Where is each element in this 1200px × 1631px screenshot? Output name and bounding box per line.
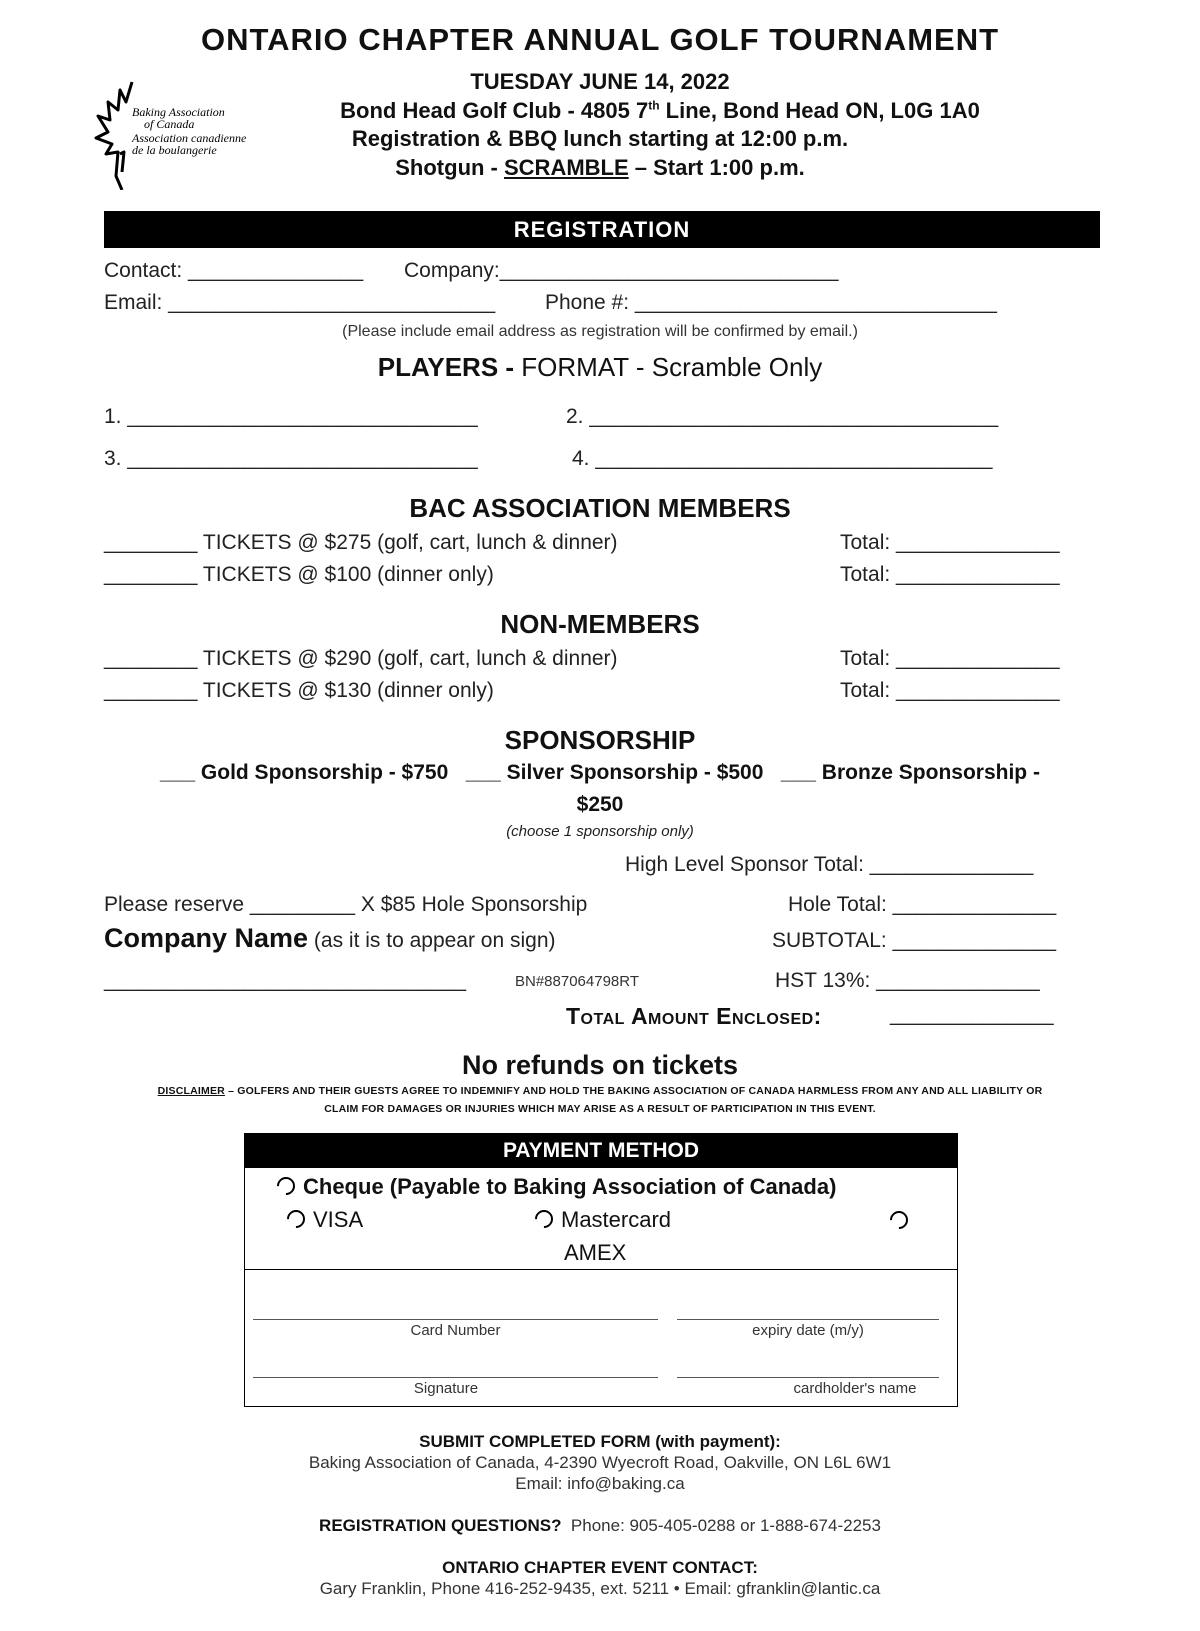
submit-heading: SUBMIT COMPLETED FORM (with payment): (419, 1432, 781, 1451)
disclaimer-line-1: DISCLAIMER – GOLFERS AND THEIR GUESTS AGREE TO INDEMNIFY AND HOLD THE BAKING ASSOCIATION OF CANADA HARMLESS FROM ANY AND ALL LIABILITY OR (157, 1085, 1043, 1097)
total-enclosed-field[interactable]: ______________ (890, 1003, 1054, 1026)
logo-line-2: of Canada (144, 117, 195, 131)
player-1-field[interactable]: 1. ______________________________ (104, 405, 478, 428)
business-number: BN#887064798RT (515, 973, 639, 990)
hole-total[interactable]: Hole Total: ______________ (788, 893, 1057, 916)
players-heading: PLAYERS - FORMAT - Scramble Only (377, 352, 823, 382)
sponsorship-note: (choose 1 sponsorship only) (506, 823, 694, 840)
subtotal[interactable]: SUBTOTAL: ______________ (772, 929, 1057, 952)
submit-address: Baking Association of Canada, 4-2390 Wyecroft Road, Oakville, ON L6L 6W1 (308, 1453, 892, 1472)
member-ticket-full-total[interactable]: Total: ______________ (840, 531, 1060, 554)
expiry-line[interactable] (677, 1319, 939, 1320)
cardholder-caption: cardholder's name (793, 1380, 917, 1397)
logo-line-1: Baking Association (132, 105, 225, 119)
player-2-field[interactable]: 2. ___________________________________ (566, 405, 999, 428)
member-ticket-full[interactable]: ________ TICKETS @ $275 (golf, cart, lunch & dinner) (104, 531, 618, 554)
registration-questions: REGISTRATION QUESTIONS? Phone: 905-405-0288 or 1-888-674-2253 (319, 1516, 881, 1535)
nonmember-ticket-dinner[interactable]: ________ TICKETS @ $130 (dinner only) (104, 679, 494, 702)
registration-time: Registration & BBQ lunch starting at 12:00 p.m. (351, 126, 849, 151)
shotgun-start: Shotgun - SCRAMBLE – Start 1:00 p.m. (395, 155, 805, 180)
nonmember-ticket-full[interactable]: ________ TICKETS @ $290 (golf, cart, lunch & dinner) (104, 647, 618, 670)
payment-cheque-option[interactable]: Cheque (Payable to Baking Association of Canada) (277, 1174, 836, 1200)
signature-line[interactable] (253, 1377, 658, 1378)
sponsorship-options[interactable]: ___ Gold Sponsorship - $750 ___ Silver Sponsorship - $500 ___ Bronze Sponsorship - (160, 761, 1040, 784)
sponsorship-heading: SPONSORSHIP (504, 725, 696, 755)
no-refunds-heading: No refunds on tickets (461, 1050, 739, 1080)
registration-note: (Please include email address as registration will be confirmed by email.) (342, 323, 858, 340)
email-field[interactable]: Email: ____________________________ (104, 291, 496, 314)
player-3-field[interactable]: 3. ______________________________ (104, 447, 478, 470)
company-field[interactable]: Company:_____________________________ (404, 259, 839, 282)
hst-field[interactable]: HST 13%: ______________ (775, 969, 1040, 992)
event-contact-heading: ONTARIO CHAPTER EVENT CONTACT: (442, 1558, 758, 1577)
member-ticket-dinner-total[interactable]: Total: ______________ (840, 563, 1060, 586)
nonmembers-heading: NON-MEMBERS (500, 609, 700, 639)
contact-field[interactable]: Contact: _______________ (104, 259, 364, 282)
total-enclosed-label: Total Amount Enclosed: (566, 1003, 822, 1029)
expiry-caption: expiry date (m/y) (752, 1322, 864, 1339)
nonmember-ticket-dinner-total[interactable]: Total: ______________ (840, 679, 1060, 702)
payment-amex-label: AMEX (564, 1240, 627, 1265)
signature-caption: Signature (413, 1380, 479, 1397)
high-level-sponsor-total[interactable]: High Level Sponsor Total: ______________ (625, 853, 1034, 876)
radio-circle-icon (886, 1207, 911, 1232)
payment-divider (245, 1269, 957, 1270)
payment-mastercard-option[interactable]: Mastercard (535, 1207, 671, 1233)
event-date: TUESDAY JUNE 14, 2022 (470, 69, 730, 94)
member-ticket-dinner[interactable]: ________ TICKETS @ $100 (dinner only) (104, 563, 494, 586)
payment-visa-option[interactable]: VISA (287, 1207, 363, 1233)
phone-field[interactable]: Phone #: _______________________________ (545, 291, 997, 314)
card-number-line[interactable] (253, 1319, 658, 1320)
logo-line-4: de la boulangerie (132, 143, 217, 157)
sponsorship-options-cont: $250 (576, 793, 624, 816)
disclaimer-line-2: CLAIM FOR DAMAGES OR INJURIES WHICH MAY ARISE AS A RESULT OF PARTICIPATION IN THIS EVENT. (324, 1103, 876, 1115)
nonmember-ticket-full-total[interactable]: Total: ______________ (840, 647, 1060, 670)
player-4-field[interactable]: 4. __________________________________ (572, 447, 993, 470)
page-title: ONTARIO CHAPTER ANNUAL GOLF TOURNAMENT (200, 22, 1000, 57)
submit-email[interactable]: Email: info@baking.ca (515, 1474, 685, 1493)
company-name-field[interactable]: _______________________________ (104, 969, 467, 992)
radio-circle-icon (273, 1173, 298, 1198)
logo-line-3: Association canadienne (132, 131, 247, 145)
card-number-caption: Card Number (410, 1322, 501, 1339)
payment-box (244, 1133, 958, 1407)
registration-bar: REGISTRATION (104, 211, 1100, 248)
company-name-label: Company Name (as it is to appear on sign) (104, 923, 556, 953)
radio-circle-icon (531, 1206, 556, 1231)
members-heading: BAC ASSOCIATION MEMBERS (409, 493, 791, 523)
cardholder-line[interactable] (677, 1377, 939, 1378)
hole-sponsorship-field[interactable]: Please reserve _________ X $85 Hole Sponsorship (104, 893, 588, 916)
payment-amex-radio[interactable] (890, 1211, 916, 1233)
radio-circle-icon (283, 1206, 308, 1231)
payment-heading: PAYMENT METHOD (245, 1134, 957, 1168)
event-venue: Bond Head Golf Club - 4805 7th Line, Bond Head ON, L0G 1A0 (340, 98, 980, 123)
event-contact-details: Gary Franklin, Phone 416-252-9435, ext. 5211 • Email: gfranklin@lantic.ca (319, 1579, 881, 1598)
